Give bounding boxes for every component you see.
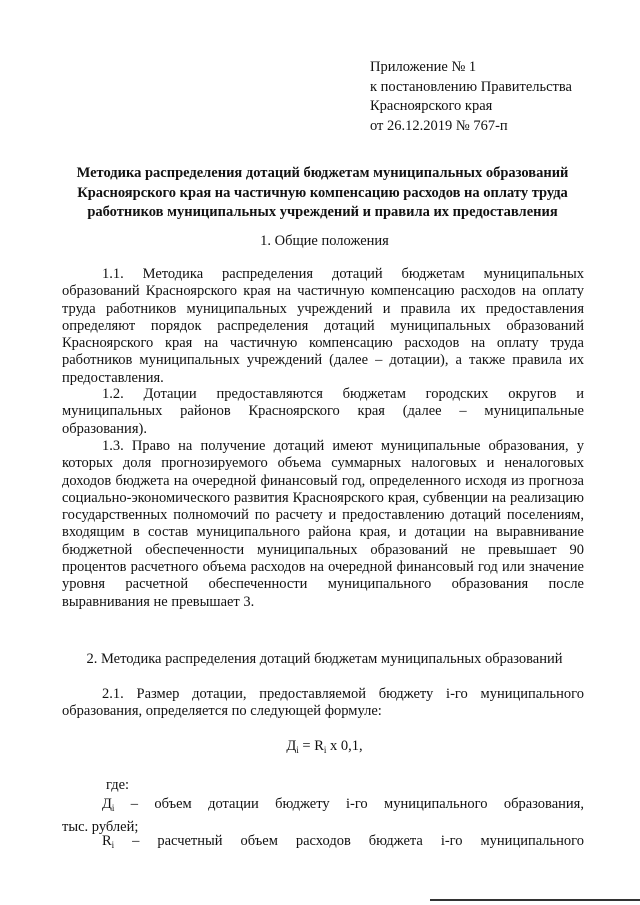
definition-d-line bbox=[62, 795, 584, 818]
appendix-line: Красноярского края bbox=[370, 98, 493, 114]
symbol-d-sub: i bbox=[111, 803, 115, 813]
section-1-heading: 1. Общие положения bbox=[260, 233, 389, 249]
formula-eq: = bbox=[298, 738, 315, 754]
formula-lhs: Д bbox=[286, 738, 297, 754]
formula bbox=[62, 737, 587, 760]
definition-r-line bbox=[62, 832, 584, 855]
definition-word: муниципального bbox=[480, 833, 584, 849]
formula-tail: x 0,1, bbox=[326, 738, 363, 754]
appendix-line: к постановлению Правительства bbox=[370, 78, 572, 95]
definition-symbol bbox=[102, 795, 114, 818]
definition-r bbox=[62, 832, 584, 855]
definition-word: объем bbox=[240, 833, 278, 849]
document-title bbox=[60, 164, 585, 223]
symbol-d: Д bbox=[102, 796, 112, 812]
appendix-date-line: от 26.12.2019 № 767-п bbox=[370, 117, 508, 134]
definition-word: расходов bbox=[295, 833, 351, 849]
definition-word: расчетный bbox=[157, 833, 223, 849]
definition-word: бюджету bbox=[275, 796, 330, 812]
appendix-block bbox=[370, 58, 572, 136]
definition-word: бюджета bbox=[368, 833, 423, 849]
paragraph-1-1: 1.1. Методика распределения дотаций бюджетам муниципальных образований Красноярского края на частичную компенсацию расходов на оплату труда работников муниципальных учреждений и правила их предоставления определяют порядок распределения дотаций муниципальных образований Красноярского края на частичную компенсацию расходов на оплату труда работников муниципальных учреждений (далее – дотации), а также правила их предоставления. bbox=[62, 266, 584, 386]
scan-edge-line bbox=[430, 899, 640, 901]
definition-word: образования, bbox=[503, 796, 584, 812]
paragraph-2-1: 2.1. Размер дотации, предоставляемой бюджету i-го муниципального образования, определяется по следующей формуле: bbox=[62, 686, 584, 720]
symbol-r: R bbox=[102, 833, 112, 849]
definition-d bbox=[62, 795, 584, 837]
section-2-heading: 2. Методика распределения дотаций бюджетам муниципальных образований bbox=[86, 651, 563, 667]
formula-rhs: R bbox=[314, 738, 324, 754]
title-line: Красноярского края на частичную компенсацию расходов на оплату труда bbox=[77, 184, 568, 201]
title-line: Методика распределения дотаций бюджетам муниципальных образований bbox=[76, 165, 569, 181]
definition-word: муниципального bbox=[384, 796, 488, 812]
definition-symbol bbox=[102, 832, 114, 855]
paragraph-1-2: 1.2. Дотации предоставляются бюджетам городских округов и муниципальных районов Красноярского края (далее – муниципальные образования). bbox=[62, 386, 584, 437]
appendix-line: Приложение № 1 bbox=[370, 59, 477, 75]
formula-lhs-sub: i bbox=[296, 745, 299, 755]
definition-d-unit: тыс. рублей; bbox=[62, 819, 139, 835]
definition-word: – bbox=[130, 796, 139, 812]
formula-rhs-sub: i bbox=[323, 745, 327, 755]
definition-word: i-го bbox=[345, 796, 368, 812]
definition-word: объем bbox=[154, 796, 192, 812]
paragraph-1-3: 1.3. Право на получение дотаций имеют муниципальные образования, у которых доля прогнозируемого объема суммарных налоговых и неналоговых доходов бюджета на очередной финансовый год, определенного исходя из прогноза социально-экономического развития Красноярского края, субвенции на реализацию государственных полномочий по расчету и предоставлению дотаций поселениям, входящим в состав муниципального района края, и дотации на выравнивание бюджетной обеспеченности муниципальных образований не превышает 90 процентов расчетного объема расходов на очередной финансовый год или значение уровня расчетной обеспеченности муниципального образования после выравнивания не превышает 3. bbox=[62, 438, 584, 610]
definition-word: i-го bbox=[440, 833, 463, 849]
definition-word: – bbox=[132, 833, 140, 849]
where-label: где: bbox=[106, 777, 130, 793]
symbol-r-sub: i bbox=[111, 840, 115, 850]
title-line: работников муниципальных учреждений и правила их предоставления bbox=[87, 204, 558, 220]
definition-word: дотации bbox=[208, 796, 259, 812]
